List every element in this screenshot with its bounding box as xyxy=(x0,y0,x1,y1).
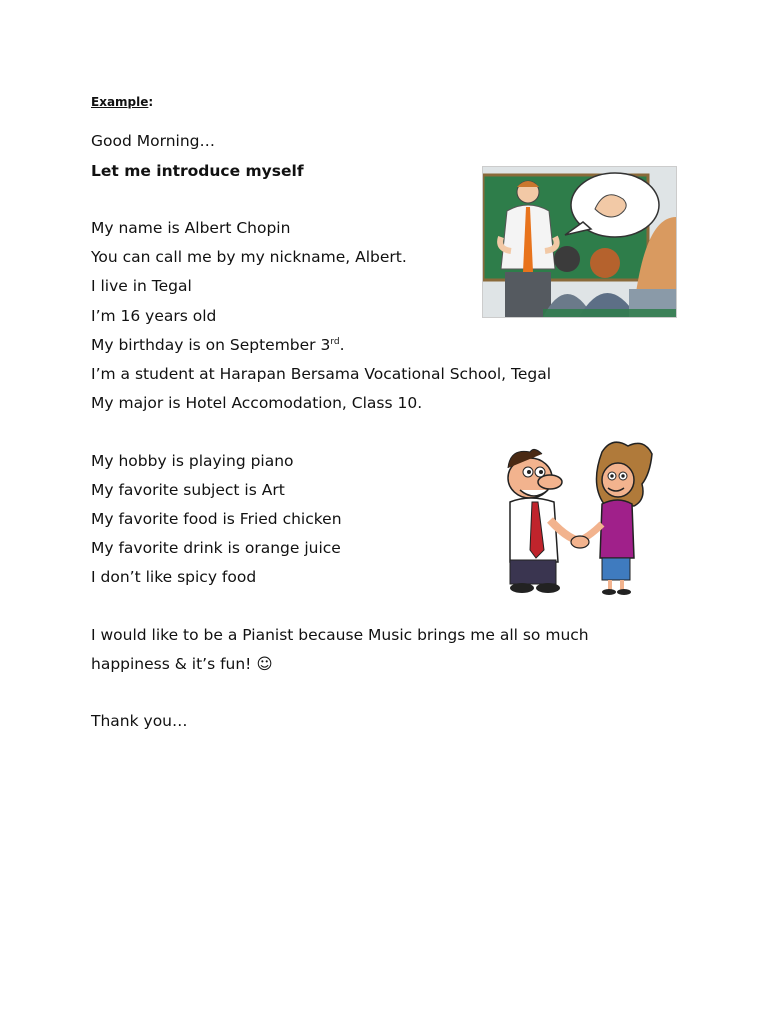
closing-line: Thank you… xyxy=(91,712,188,730)
handshake-icon xyxy=(490,440,662,595)
drink-line: My favorite drink is orange juice xyxy=(91,539,341,557)
major-line: My major is Hotel Accomodation, Class 10. xyxy=(91,394,423,412)
classroom-illustration xyxy=(482,166,677,318)
live-line: I live in Tegal xyxy=(91,277,192,295)
birthday-line xyxy=(91,335,345,355)
birthday-period: . xyxy=(339,336,345,354)
age-line: I’m 16 years old xyxy=(91,307,217,325)
teacher-classroom-icon xyxy=(483,167,676,317)
birthday-text: My birthday is on September 3 xyxy=(91,336,331,354)
name-line: My name is Albert Chopin xyxy=(91,219,291,237)
example-heading-colon: : xyxy=(148,95,154,109)
food-line: My favorite food is Fried chicken xyxy=(91,510,342,528)
hobby-line: My hobby is playing piano xyxy=(91,452,294,470)
subject-line: My favorite subject is Art xyxy=(91,481,285,499)
student-line: I’m a student at Harapan Bersama Vocational School, Tegal xyxy=(91,365,552,383)
greeting-line: Good Morning… xyxy=(91,132,215,150)
birthday-ordinal: rd xyxy=(330,336,340,347)
handshake-illustration xyxy=(490,440,662,595)
dream-line-2: happiness & it’s fun! ☺ xyxy=(91,655,273,673)
dream-line-1: I would like to be a Pianist because Music brings me all so much xyxy=(91,626,589,644)
intro-line: Let me introduce myself xyxy=(91,162,304,180)
nickname-line: You can call me by my nickname, Albert. xyxy=(91,248,407,266)
example-heading xyxy=(91,95,153,109)
example-heading-text: Example xyxy=(91,95,149,109)
dislike-line: I don’t like spicy food xyxy=(91,568,257,586)
